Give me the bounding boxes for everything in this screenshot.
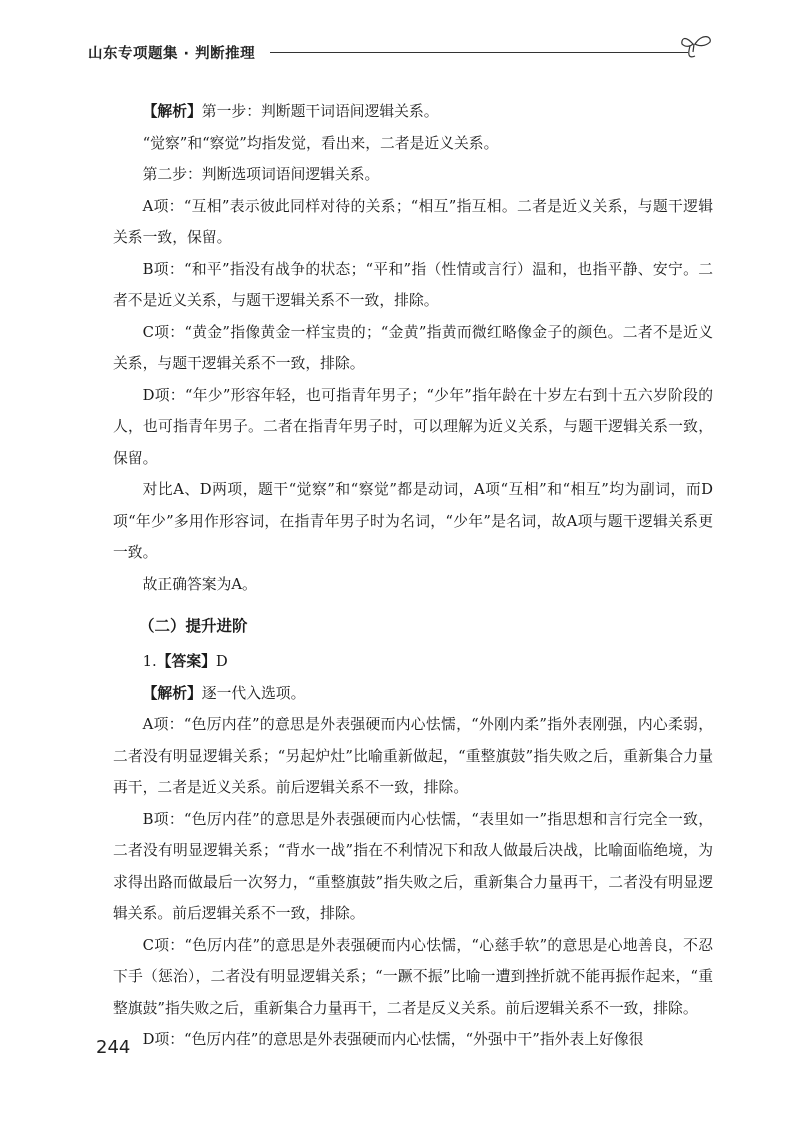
paragraph: A项：“互相”表示彼此同样对待的关系；“相互”指互相。二者是近义关系，与题干逻辑关系一致，保留。: [113, 197, 713, 246]
page-number: 244: [96, 1037, 131, 1058]
question-number: 1.: [142, 653, 157, 670]
sprout-icon: [680, 32, 714, 62]
paragraph: [113, 678, 713, 710]
paragraph: A项：“色厉内荏”的意思是外表强硬而内心怯懦，“外刚内柔”指外表刚强，内心柔弱，二者没有明显逻辑关系；“另起炉灶”比喻重新做起，“重整旗鼓”指失败之后，重新集合力量再干，二者是近义关系。前后逻辑关系不一致，排除。: [113, 716, 713, 796]
paragraph: D项：“年少”形容年轻，也可指青年男子；“少年”指年龄在十岁左右到十五六岁阶段的人，也可指青年男子。二者在指青年男子时，可以理解为近义关系，与题干逻辑关系一致，保留。: [113, 386, 713, 467]
running-header: [88, 42, 720, 72]
running-header-title: 山东专项题集 · 判断推理: [88, 46, 256, 62]
paragraph: 故正确答案为A。: [142, 575, 257, 593]
paragraph-text: 第一步：判断题干词语间逻辑关系。: [201, 103, 439, 120]
analysis-tag: 【解析】: [142, 684, 202, 702]
paragraph: B项：“色厉内荏”的意思是外表强硬而内心怯懦，“表里如一”指思想和言行完全一致，二者没有明显逻辑关系；“背水一战”指在不利情况下和敌人做最后决战，比喻面临绝境，为求得出路而做最后一次努力，“重整旗鼓”指失败之后，重新集合力量再干，二者没有明显逻辑关系。前后逻辑关系不一致，排除。: [113, 810, 713, 922]
paragraph: 第二步：判断选项词语间逻辑关系。: [142, 166, 380, 183]
answer-tag: 【答案】: [156, 653, 216, 670]
answer-line: [113, 646, 713, 678]
analysis-tag: 【解析】: [142, 103, 202, 120]
paragraph: C项：“黄金”指像黄金一样宝贵的；“金黄”指黄而微红略像金子的颜色。二者不是近义关系，与题干逻辑关系不一致，排除。: [113, 323, 713, 372]
paragraph: “觉察”和“察觉”均指发觉，看出来，二者是近义关系。: [142, 134, 499, 152]
page-content: [113, 96, 713, 1056]
paragraph-text: 逐一代入选项。: [201, 684, 306, 702]
section-heading: （二）提升进阶: [139, 617, 248, 635]
paragraph: B项：“和平”指没有战争的状态；“平和”指（性情或言行）温和，也指平静、安宁。二者不是近义关系，与题干逻辑关系不一致，排除。: [113, 260, 713, 309]
paragraph: C项：“色厉内荏”的意思是外表强硬而内心怯懦，“心慈手软”的意思是心地善良，不忍下手（惩治），二者没有明显逻辑关系；“一蹶不振”比喻一遭到挫折就不能再振作起来，“重整旗鼓”指失败之后，重新集合力量再干，二者是反义关系。前后逻辑关系不一致，排除。: [113, 936, 713, 1017]
paragraph: 对比A、D两项，题干“觉察”和“察觉”都是动词，A项“互相”和“相互”均为副词，而D项“年少”多用作形容词，在指青年男子时为名词，“少年”是名词，故A项与题干逻辑关系更一致。: [113, 481, 713, 561]
paragraph: [113, 96, 713, 128]
header-rule: [270, 52, 688, 53]
paragraph: D项：“色厉内荏”的意思是外表强硬而内心怯懦，“外强中干”指外表上好像很: [142, 1031, 644, 1048]
answer-value: D: [215, 653, 228, 670]
